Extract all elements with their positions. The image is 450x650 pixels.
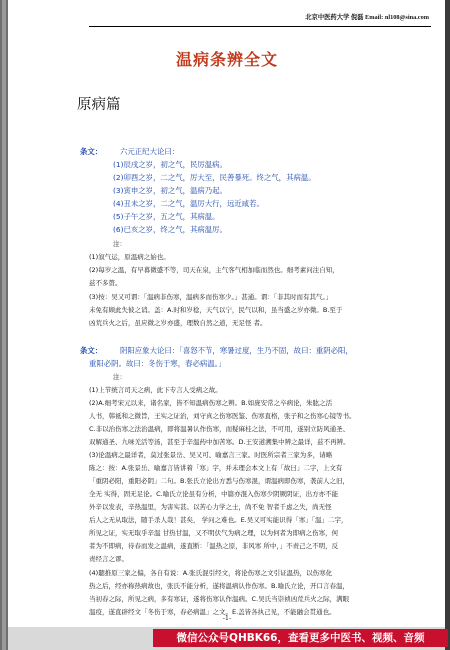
note-line: 双解通圣、九味羌活等汤，甚至于辛温药中加苦寒。D.王安道溯集中辨之最详，兹不再辨。	[89, 438, 350, 446]
page-number: -1-	[222, 614, 232, 622]
article-label: 条文：	[80, 147, 103, 156]
article-line: (3)寅申之岁，初之气，温病乃起。	[113, 186, 227, 195]
note-line: (4)聽推原三家之偏，各自有说：A.张氏混引经文，将论伤寒之文引证温热，以伤寒化	[89, 569, 333, 577]
header-divider	[89, 26, 431, 27]
note-line: 外辛以发表，辛热温里，为害实甚。以苦心力学之士，尚不免 智者千虑之失，尚无怪	[89, 503, 332, 511]
document-page	[9, 0, 446, 627]
note-line: (2)A.细考宋元以来，诸名家，皆不知温病伤寒之辨。B.如庞安常之卒病论，朱肱之活	[89, 399, 333, 407]
note-line: 未免有顾此失彼之诮。盖：A.时和岁稔，天气以宁，民气以和，虽当盛之岁亦微。B.至于	[89, 306, 343, 314]
note-line: 温疫，遂直辟经文「冬伤于寒，春必病温」之文。E.盖皆各执己见，不能融会贯通也。	[89, 608, 336, 616]
note-line: 全无 实得，固无足论。C.喻氏立论虽有分析，中篇亦混入伤寒少阴厥阴证，出方亦不能	[89, 490, 339, 498]
article-text: 六元正纪大论曰：	[120, 147, 180, 156]
note-line: C.非以治伤寒之法治温病，即将温暑认作伤寒，而疑麻桂之法，不可用，遂别立防风通圣、	[89, 425, 350, 433]
note-line: 者为不即病，待春而发之温病，遂直断：「温热之原，非风寒 所中，」不责己之不明，反	[89, 542, 339, 550]
note-line: 兹不多赘。	[89, 279, 122, 287]
note-line: (1)上节统言司天之病，此下专言人受病之故。	[89, 386, 222, 394]
article-line: (6)已亥之岁，终之气，其病温厉。	[113, 225, 227, 234]
note-line: 陈之：按：A.张景岳、喻嘉言皆讲着「寒」字，并未理会本文上有「故曰」二字，上文有	[89, 464, 343, 472]
article-label: 条文：	[80, 346, 103, 355]
note-line: 人书，韩祗和之微旨，王实之证治，刘守真之伤寒医鉴、伤寒直格，张子和之伤寒心镜等书。	[89, 412, 356, 420]
note-line: 注：	[113, 373, 126, 381]
note-line: (3)论温病之最详者，莫过张景岳、吴又可、喻嘉言三家。时医所宗者三家为多，请略	[89, 451, 333, 459]
page-shadow	[445, 0, 450, 650]
page-header: 北京中医药大学 倪磊 Email: nl108@sina.com	[305, 14, 429, 21]
watermark-banner: 微信公众号QHBK66，查看更多中医书、视频、音频	[153, 629, 448, 647]
article-line: (2)卯酉之岁，二之气，厉大至，民善暴死。终之气，其病温。	[113, 173, 316, 182]
note-line: (2)每岁之温，有早暮微盛不等，司天在泉，主气客气相加临而然也。细考素问注自知，	[89, 266, 339, 274]
article-text: 阴阳应象大论曰：「喜怒不节，寒暑过度，生乃不固，故曰：重阴必阳，	[120, 346, 353, 355]
article-line: (1)辰戌之岁，初之气，民厉温病。	[113, 160, 227, 169]
article-line: 重阳必阴。故曰：冬伤于寒，春必病温。」	[89, 359, 226, 368]
viewer-left-edge	[0, 0, 8, 650]
note-line: (3)按：吴又可谓：「温病非伤寒，温病多而伤寒少。」甚通。谓：「非其时而有其气。」	[89, 293, 333, 301]
note-line: 注：	[113, 240, 126, 248]
note-line: 热之后，经亦称热病故也，张氏不能分析，遂将温病认作伤寒。B.喻氏立论，开口言春温，	[89, 582, 350, 590]
note-line: 凶荒兵火之后，虽应微之岁亦盛，理数自然之道，无足怪 者。	[89, 319, 267, 327]
note-line: 当初春之际，所见之病，多有寒证，遂将伤寒认作温病。C.吴氏当崇祯凶荒兵火之际，满眼	[89, 595, 350, 603]
article-line: (4)丑未之岁，二之气，温厉大行，远近咸若。	[113, 199, 264, 208]
note-line: 所见之证，实无取乎辛温 甘热甘温，又不明伏气为病之理，以为何者为即病之伤寒，何	[89, 529, 339, 537]
chapter-heading: 原病篇	[77, 97, 121, 113]
article-line: (5)子午之岁，五之气，其病温。	[113, 212, 220, 221]
note-line: (1)叙气运，原温病之始也。	[89, 253, 170, 261]
note-line: 后人之无从取法，随手杀人哉！甚矣， 学问之难也。E.吴又可实能识得「寒」「温」二字，	[89, 516, 348, 524]
document-title: 温病条辨全文	[175, 50, 278, 69]
note-line: 「重阴必阳，重阳必阴」二句。B.张氏立论出方悉与伤寒混，谓温病即伤寒，袭前人之旧，	[89, 477, 350, 485]
note-line: 责经言之谬。	[89, 555, 128, 563]
viewer-scroll-track[interactable]	[2, 0, 6, 650]
